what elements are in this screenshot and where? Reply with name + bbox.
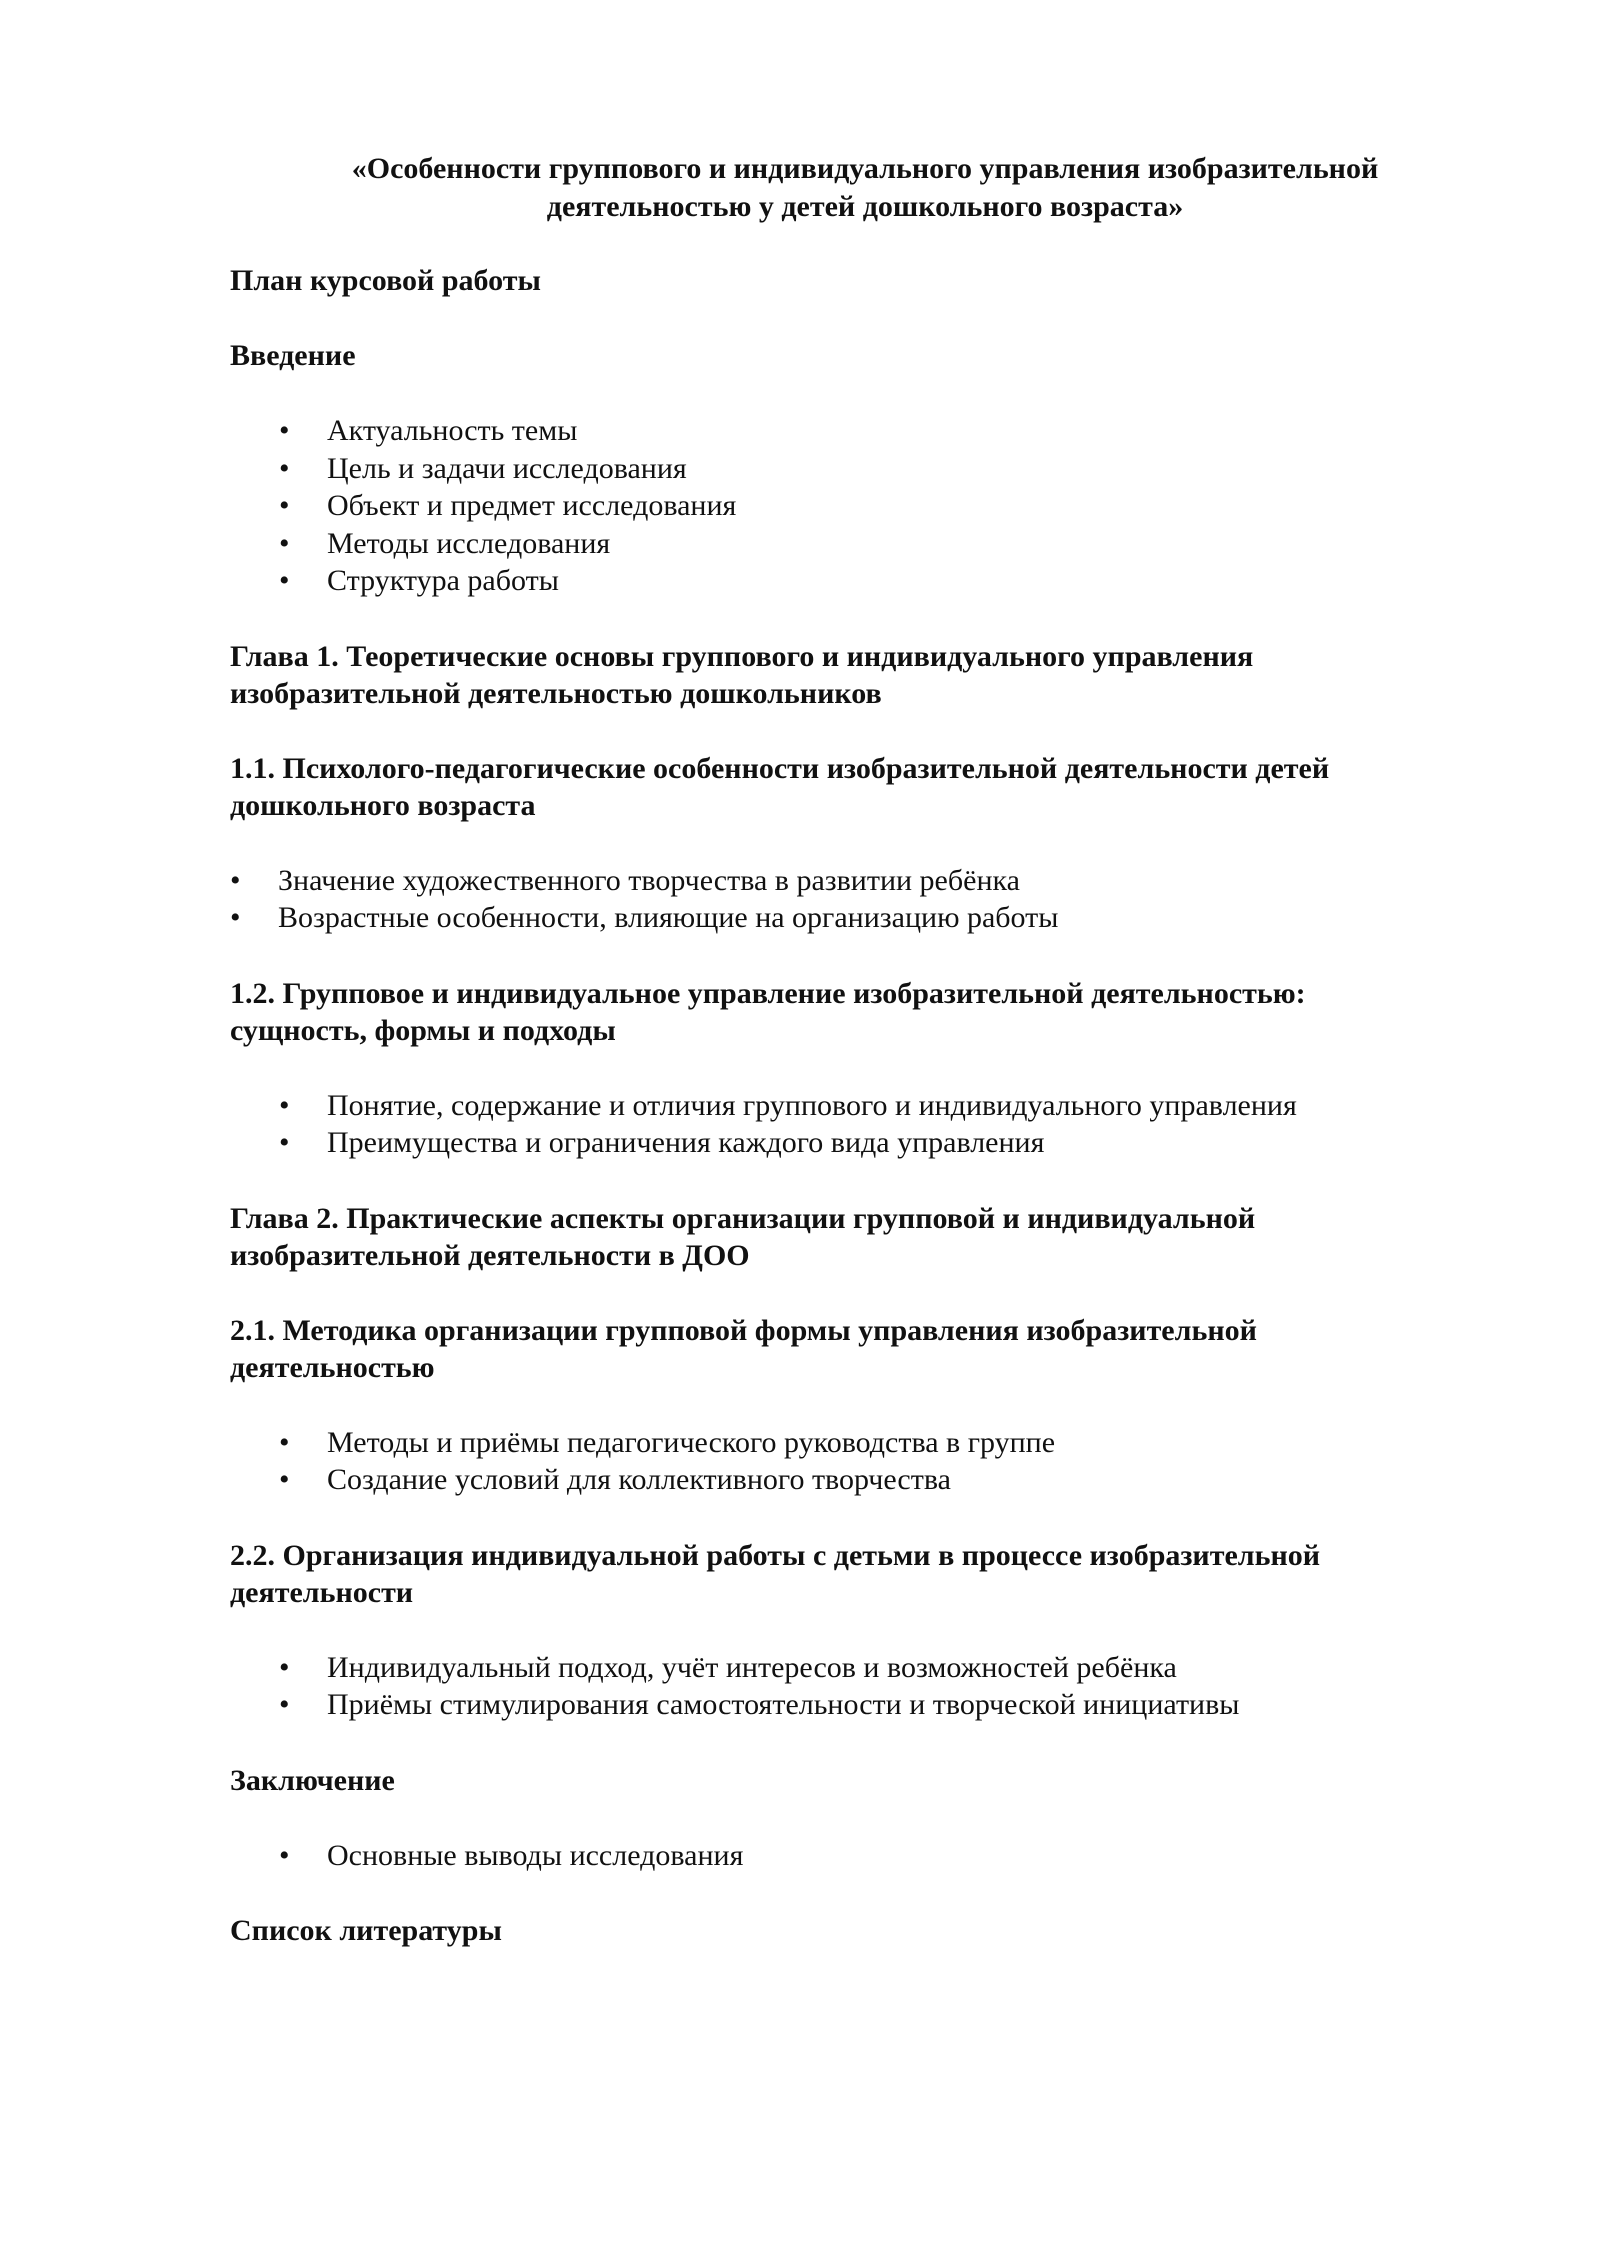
section-1-1-line-1: 1.1. Психолого-педагогические особенности изобразительной деятельности детей [230,751,1330,785]
document-title [230,150,1500,226]
list-item-text: Возрастные особенности, влияющие на организацию работы [278,901,1059,934]
list-item [230,1087,1470,1125]
chapter-1-line-2: изобразительной деятельностью дошкольников [230,676,882,710]
list-item [230,899,1470,937]
references-heading: Список литературы [230,1914,502,1947]
bullet-icon: • [279,1425,290,1459]
section-2-1-line-2: деятельностью [230,1350,435,1384]
section-1-1-line-2: дошкольного возраста [230,788,536,822]
list-item-text: Актуальность темы [327,414,578,447]
list-item [230,1124,1470,1162]
bullet-icon: • [230,901,241,934]
list-item [230,450,1470,488]
list-item [230,1837,1470,1875]
bullet-icon: • [279,1650,290,1684]
chapter-1-line-1: Глава 1. Теоретические основы группового и индивидуального управления [230,639,1254,673]
list-item [230,1649,1470,1687]
list-item [230,525,1470,563]
list-item-text: Значение художественного творчества в развитии ребёнка [278,863,1020,897]
bullet-icon: • [279,414,290,447]
list-item-text: Преимущества и ограничения каждого вида управления [327,1126,1045,1159]
list-item-text: Индивидуальный подход, учёт интересов и возможностей ребёнка [327,1650,1177,1684]
section-1-1-list [230,862,1470,937]
list-item-text: Объект и предмет исследования [327,489,737,522]
bullet-icon: • [279,1463,290,1496]
bullet-icon: • [230,863,241,897]
list-item [230,487,1470,525]
conclusion-heading: Заключение [230,1763,395,1797]
section-1-2-list [230,1087,1470,1162]
list-item-text: Методы и приёмы педагогического руководства в группе [327,1425,1056,1459]
list-item-text: Приёмы стимулирования самостоятельности и творческой инициативы [327,1688,1240,1721]
section-1-2-heading [230,975,1470,1049]
list-item-text: Методы исследования [327,526,611,560]
document-body [230,262,1470,1949]
list-item-text: Основные выводы исследования [327,1838,744,1872]
list-item [230,1461,1470,1499]
section-2-2-line-2: деятельности [230,1575,414,1609]
list-item-text: Цель и задачи исследования [327,451,687,485]
chapter-1-heading [230,638,1470,712]
title-line-1: «Особенности группового и индивидуального управления изобразительной [351,152,1379,185]
list-item-text: Понятие, содержание и отличия группового и индивидуального управления [327,1088,1297,1122]
intro-list [230,412,1470,600]
section-2-1-heading [230,1312,1470,1386]
bullet-icon: • [279,1126,290,1159]
list-item [230,1686,1470,1724]
list-item [230,412,1470,450]
list-item [230,562,1470,600]
list-item-text: Структура работы [327,564,559,597]
bullet-icon: • [279,526,290,560]
bullet-icon: • [279,564,290,597]
section-2-1-list [230,1424,1470,1499]
section-1-2-line-1: 1.2. Групповое и индивидуальное управление изобразительной деятельностью: [230,976,1306,1010]
chapter-2-line-2: изобразительной деятельности в ДОО [230,1238,750,1272]
plan-heading: План курсовой работы [230,264,541,297]
title-line-2: деятельностью у детей дошкольного возраста» [546,190,1184,223]
section-2-2-heading [230,1537,1470,1611]
bullet-icon: • [279,1688,290,1721]
bullet-icon: • [279,1088,290,1122]
conclusion-list [230,1837,1470,1875]
section-2-1-line-1: 2.1. Методика организации групповой формы управления изобразительной [230,1313,1257,1347]
chapter-2-heading [230,1200,1470,1274]
intro-heading: Введение [230,339,356,372]
bullet-icon: • [279,451,290,485]
section-2-2-line-1: 2.2. Организация индивидуальной работы с детьми в процессе изобразительной [230,1538,1321,1572]
list-item [230,862,1470,900]
chapter-2-line-1: Глава 2. Практические аспекты организации групповой и индивидуальной [230,1201,1256,1235]
section-1-2-line-2: сущность, формы и подходы [230,1013,616,1047]
section-1-1-heading [230,750,1470,824]
bullet-icon: • [279,489,290,522]
bullet-icon: • [279,1838,290,1872]
list-item-text: Создание условий для коллективного творчества [327,1463,951,1496]
section-2-2-list [230,1649,1470,1724]
list-item [230,1424,1470,1462]
